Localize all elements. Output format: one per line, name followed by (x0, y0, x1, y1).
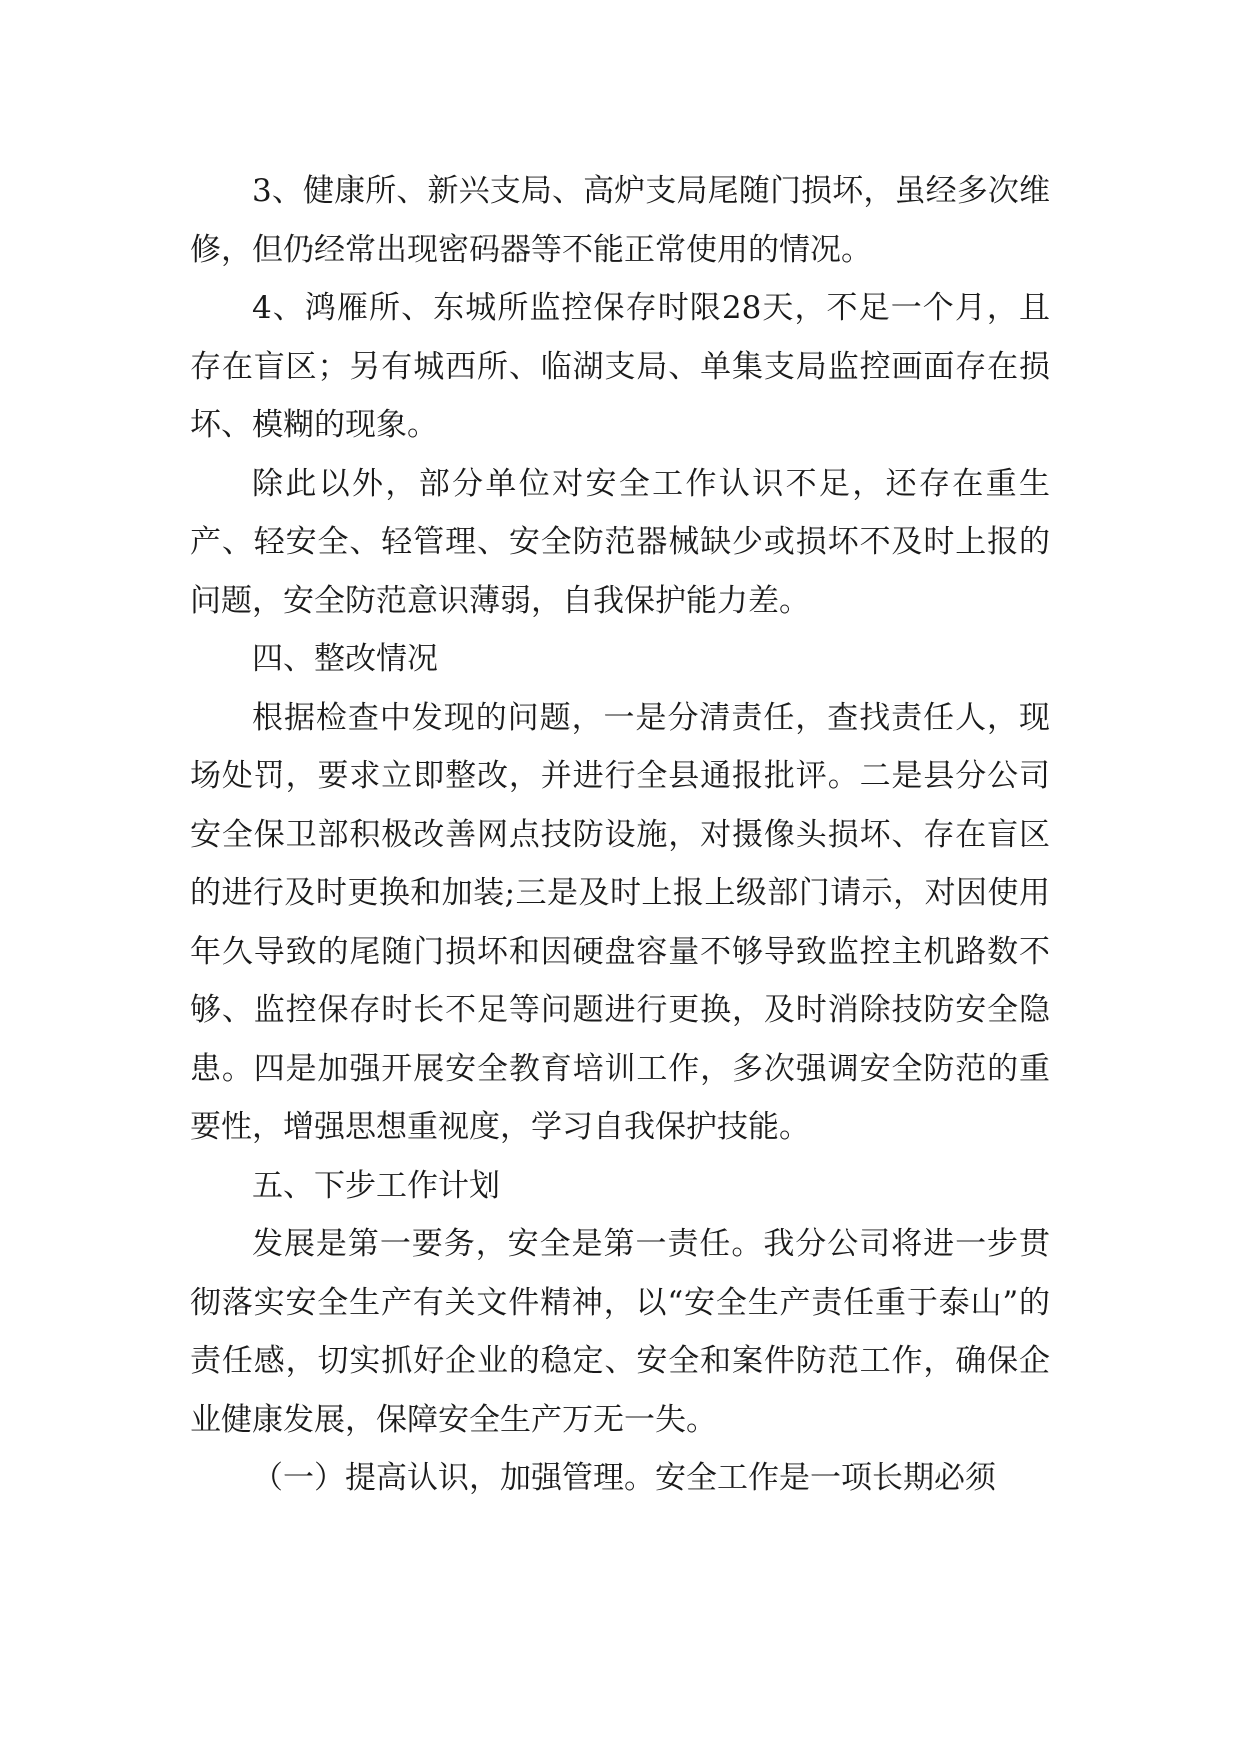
section-heading-rectification: 四、整改情况 (252, 641, 438, 677)
paragraph-subsection-1: （一）提高认识，加强管理。安全工作是一项长期必须 (252, 1460, 996, 1496)
paragraph-next-plan: 发展是第一要务，安全是第一责任。我分公司将进一步贯彻落实安全生产有关文件精神，以“安全生产责任重于泰山”的责任感，切实抓好企业的稳定、安全和案件防范工作，确保企业健康发展，保障安全生产万无一失。 (190, 1226, 1050, 1438)
paragraph-other-issues: 除此以外，部分单位对安全工作认识不足，还存在重生产、轻安全、轻管理、安全防范器械缺少或损坏不及时上报的问题，安全防范意识薄弱，自我保护能力差。 (190, 465, 1050, 619)
paragraph-item-3-tailgate-doors: 3、健康所、新兴支局、高炉支局尾随门损坏，虽经多次维修，但仍经常出现密码器等不能正常使用的情况。 (190, 173, 1050, 268)
paragraph-rectification: 根据检查中发现的问题，一是分清责任，查找责任人，现场处罚，要求立即整改，并进行全县通报批评。二是县分公司安全保卫部积极改善网点技防设施，对摄像头损坏、存在盲区的进行及时更换和加装;三是及时上报上级部门请示，对因使用年久导致的尾随门损坏和因硬盘容量不够导致监控主机路数不够、监控保存时长不足等问题进行更换，及时消除技防安全隐患。四是加强开展安全教育培训工作，多次强调安全防范的重要性，增强思想重视度，学习自我保护技能。 (190, 699, 1050, 1145)
paragraph-item-4-surveillance: 4、鸿雁所、东城所监控保存时限28天，不足一个月，且存在盲区；另有城西所、临湖支局、单集支局监控画面存在损坏、模糊的现象。 (190, 290, 1050, 443)
section-heading-next-plan: 五、下步工作计划 (252, 1167, 500, 1204)
document-body (190, 162, 1050, 1508)
